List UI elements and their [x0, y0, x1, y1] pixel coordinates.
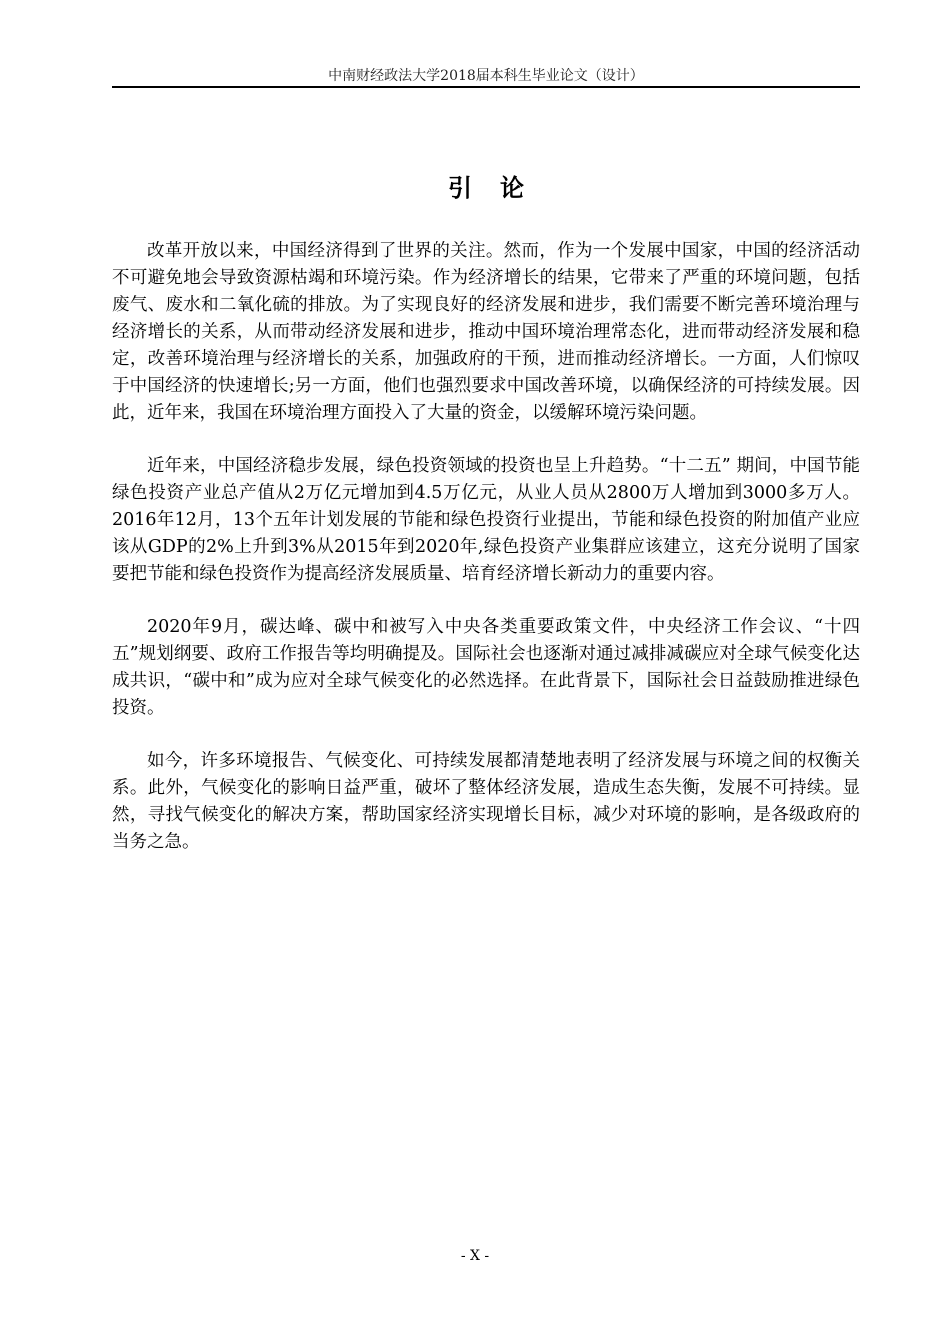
body-text [112, 238, 860, 882]
paragraph-1: 改革开放以来，中国经济得到了世界的关注。然而，作为一个发展中国家，中国的经济活动不可避免地会导致资源枯竭和环境污染。作为经济增长的结果，它带来了严重的环境问题，包括废气、废水和二氧化硫的排放。为了实现良好的经济发展和进步，我们需要不断完善环境治理与经济增长的关系，从而带动经济发展和进步，推动中国环境治理常态化，进而带动经济发展和稳定，改善环境治理与经济增长的关系，加强政府的干预，进而推动经济增长。一方面，人们惊叹于中国经济的快速增长;另一方面，他们也强烈要求中国改善环境，以确保经济的可持续发展。因此，近年来，我国在环境治理方面投入了大量的资金，以缓解环境污染问题。 [112, 241, 860, 423]
paragraph-3: 2020年9月，碳达峰、碳中和被写入中央各类重要政策文件，中央经济工作会议、“十四五”规划纲要、政府工作报告等均明确提及。国际社会也逐渐对通过减排减碳应对全球气候变化达成共识，“碳中和”成为应对全球气候变化的必然选择。在此背景下，国际社会日益鼓励推进绿色投资。 [112, 617, 860, 718]
page-number: - X - [460, 1248, 490, 1264]
section-title: 引论 [448, 174, 552, 202]
paragraph-4: 如今，许多环境报告、气候变化、可持续发展都清楚地表明了经济发展与环境之间的权衡关系。此外，气候变化的影响日益严重，破坏了整体经济发展，造成生态失衡，发展不可持续。显然，寻找气候变化的解决方案，帮助国家经济实现增长目标，减少对环境的影响，是各级政府的当务之急。 [112, 751, 860, 852]
paragraph-2: 近年来，中国经济稳步发展，绿色投资领域的投资也呈上升趋势。“十二五” 期间，中国节能绿色投资产业总产值从2万亿元增加到4.5万亿元，从业人员从2800万人增加到3000多万人。2016年12月，13个五年计划发展的节能和绿色投资行业提出，节能和绿色投资的附加值产业应该从GDP的2%上升到3%从2015年到2020年,绿色投资产业集群应该建立，这充分说明了国家要把节能和绿色投资作为提高经济发展质量、培育经济增长新动力的重要内容。 [112, 456, 860, 584]
header-rule [112, 86, 860, 88]
running-header: 中南财经政法大学2018届本科生毕业论文（设计） [328, 68, 644, 84]
